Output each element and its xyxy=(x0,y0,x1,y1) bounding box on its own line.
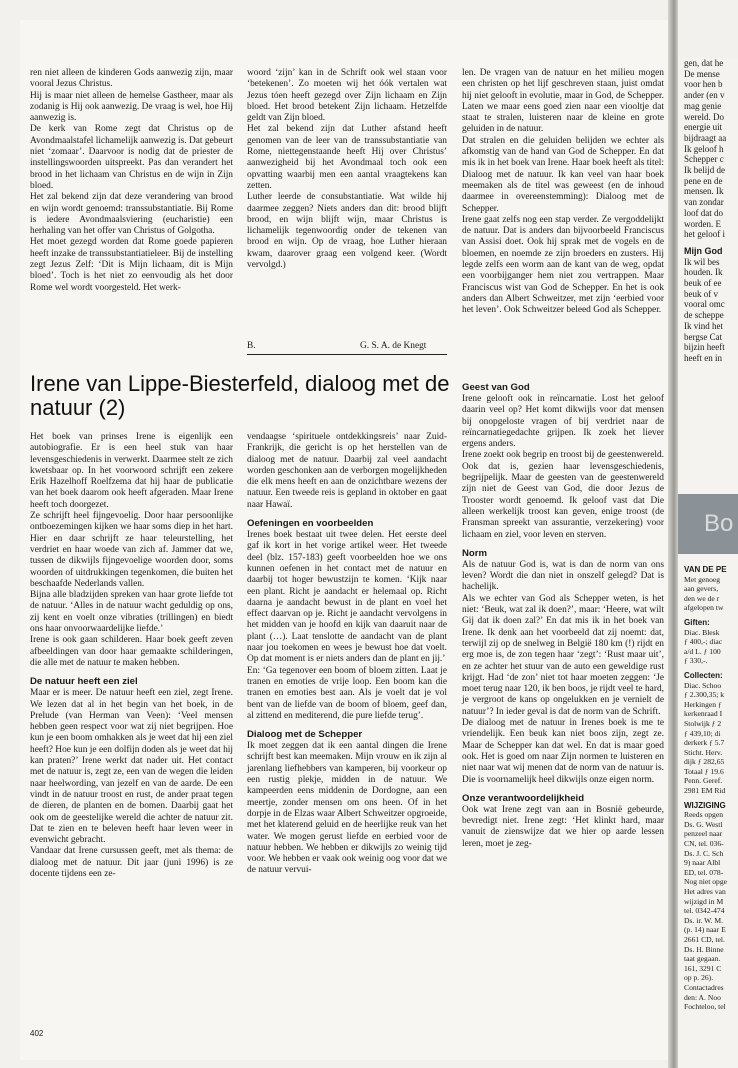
article-title: Irene van Lippe-Biesterfeld, dialoog met de natuur (2) xyxy=(30,371,450,420)
text-line: afgelopen tw xyxy=(684,603,724,613)
signature-initial: B. xyxy=(247,341,256,351)
text-line: dijk ƒ 282,65 xyxy=(684,757,725,767)
page-number: 402 xyxy=(30,1029,44,1038)
text-line: den we de r xyxy=(684,593,720,603)
text-line: voor hen b xyxy=(684,79,723,90)
text-line: Met genoeg xyxy=(684,574,721,584)
text-line: bijzin heeft xyxy=(684,342,725,353)
text-line: gen, dat he xyxy=(684,58,724,68)
text-line: Penn. Geref. xyxy=(684,776,723,786)
section-heading: Oefeningen en voorbeelden xyxy=(247,518,374,530)
section-heading: Collecten: xyxy=(684,670,723,680)
paragraph: Irene gelooft ook in reïncarnatie. Lost het geloof daarin veel op? Het komt dikwijls voor dat mensen bij onopgeloste vragen of bij verdriet naar de reïncarnatiegedachte grijpen. Ik zoek het liever ergens anders. xyxy=(462,394,664,450)
section-heading: Giften: xyxy=(684,617,710,627)
text-line: bergse Cat xyxy=(684,331,723,342)
paragraph: Ook wat Irene zegt van aan in Bosnië gebeurde, bevredigt niet. Irene zegt: ‘Het klinkt hard, maar vanuit de zienswijze dat we hier op aarde lessen leren, moet je zeg- xyxy=(462,804,664,849)
text-line: aan gevers, xyxy=(684,584,719,594)
text-line: energie uit xyxy=(684,122,723,133)
top-column-2 xyxy=(247,68,447,271)
text-line: ƒ 439,10; di xyxy=(684,728,721,738)
paragraph: Als de natuur God is, wat is dan de norm van ons leven? Wordt die dan niet in onszelf gelegd? Dat is hachelijk. xyxy=(462,559,664,593)
text-line: Stolwijk ƒ 2 xyxy=(684,718,722,728)
paragraph: Hij is maar niet alleen de hemelse Gastheer, maar als zodanig is Hij ook aanwezig. De vraag is wel, hoe Hij aanwezig is. xyxy=(30,90,233,124)
text-line: wereld. Do xyxy=(684,111,724,122)
text-line: Diac. Blesk xyxy=(684,627,720,637)
section-heading: De natuur heeft een ziel xyxy=(30,676,138,688)
paragraph: Maar er is meer. De natuur heeft een ziel, zegt Irene. We lezen dat al in het begin van het boek, in de Prelude (van Herman van Veen): ‘Veel mensen hebben geen respect voor wat zij niet begrijpen. Hoe kun je een boom omhakken als je weet dat hij een ziel heeft? Hoe kun je een dolfijn doden als je weet dat hij kan praten?’ Irene werkt dat nader uit. Het contact met de natuur is, zegt ze, een van de wegen die leiden naar heelwording, van jezelf en van de aarde. De een vindt in de natuur troost en rust, de ander praat tegen de dieren, de planten en de bomen. Daarbij gaat het ook om de geestelijke wereld die achter de natuur zit. Dat te zien en te beleven heeft haar leven weer in evenwicht gebracht. xyxy=(30,688,233,846)
paragraph: Het boek van prinses Irene is eigenlijk een autobiografie. Er is een heel stuk van haar levensgeschiedenis in verwerkt. Daarmee stelt ze zich kwetsbaar op. In het voorwoord schrijft een zekere Erik Hazelhoff Roelfzema dat hij haar de publicatie van het boek daarom ook heeft afgeraden. Maar Irene heeft toch doorgezet. xyxy=(30,432,233,510)
top-section-rule xyxy=(247,354,447,355)
text-line: ander (en v xyxy=(684,90,725,101)
text-line: houden. Ik xyxy=(684,267,723,278)
paragraph: Het zal bekend zijn dat deze verandering van brood en wijn wordt genoemd: transsubstantiatie. Bij Rome is iedere Avondmaalsviering (eucharistie) een herhaling van het offer van Christus of Golgotha. xyxy=(30,192,233,237)
text-line: De mense xyxy=(684,68,720,79)
text-line: Ds. G. Westl xyxy=(684,819,723,829)
adjacent-page-banner: Bo xyxy=(678,494,738,554)
paragraph: De kerk van Rome zegt dat Christus op de Avondmaalstafel lichamelijk aanwezig is. Dat gebeurt niet ‘zomaar’. Daarvoor is nodig dat de priester de instellingswoorden uitspreekt. Pas dan verandert het brood in het lichaam van Christus en de wijn in Zijn bloed. xyxy=(30,124,233,191)
text-line: tel. 0342-474 xyxy=(684,906,725,916)
top-column-1 xyxy=(30,68,233,294)
text-line: Contactadres xyxy=(684,982,724,992)
section-heading: Dialoog met de Schepper xyxy=(247,729,363,741)
text-line: Fochteloo, tel xyxy=(684,1002,726,1012)
paragraph: vendaagse ‘spirituele ontdekkingsreis’ naar Zuid-Frankrijk, die gericht is op het herstellen van de dialoog met de natuur. Daarbij zal veel aandacht worden geschonken aan de verborgen mogelijkheden die elk mens heeft en aan de onzichtbare wezens der natuur. Een tweede reis is gepland in oktober en gaat naar Hawaï. xyxy=(247,432,447,510)
text-line: mensen. Ik xyxy=(684,186,724,197)
adjacent-page-text xyxy=(684,58,738,364)
text-line: van zondar xyxy=(684,197,724,208)
paragraph: Het zal bekend zijn dat Luther afstand heeft genomen van de leer van de transsubstantiatie van Rome, niettegenstaande heeft Hij over Christus’ aanwezigheid bij het Avondmaal toch ook een opvatting waarbij men een aantal vraagtekens kan zetten. xyxy=(247,124,447,191)
text-line: Schepper c xyxy=(684,154,724,165)
article-column-2 xyxy=(247,432,447,877)
paragraph: Ze schrijft heel fijngevoelig. Door haar persoonlijke ontboezemingen kijken we haar soms diep in het hart. Hier en daar schrijft ze haar teleurstelling, het verdriet en haar woede van zich af. Jammer dat we, tussen de dikwijls fijngevoelige woorden door, soms woorden of uitdrukkingen tegenkomen, die buiten het beschaafde Nederlands vallen. xyxy=(30,511,233,589)
paragraph: Luther leerde de consubstantiatie. Wat wilde hij daarmee zeggen? Niets anders dan dit: brood blijft brood, en wijn blijft wijn, maar Christus is lichamelijk tegenwoordig onder de tekenen van brood en wijn. Op de vraag, hoe Luther hieraan kwam, daarover graag een volgend keer. (Wordt vervolgd.) xyxy=(247,192,447,271)
text-line: loof dat do xyxy=(684,207,723,218)
text-line: mag genie xyxy=(684,100,722,111)
article-column-3 xyxy=(462,375,664,850)
text-line: 161, 3291 C xyxy=(684,963,722,973)
section-heading: Onze verantwoordelijkheid xyxy=(462,792,585,804)
section-heading: Geest van God xyxy=(462,382,530,393)
text-line: (p. 14) naar E xyxy=(684,925,726,935)
text-line: Reeds opgen xyxy=(684,810,724,820)
paragraph: Bijna alle bladzijden spreken van haar grote liefde tot de natuur. ‘Alles in de natuur wacht geduldig op ons, zij kent en voelt onze vibraties (trillingen) en biedt ons haar onvoorwaardelijke liefde.’ xyxy=(30,590,233,635)
paragraph: Irene zoekt ook begrip en troost bij de geestenwereld. Ook dat is, gezien haar levensgeschiedenis, begrijpelijk. Maar de geesten van de geestenwereld zijn niet de Geest van God, die door Jezus de Trooster wordt genoemd. Ik geloof vast dat Die alleen werkelijk troost kan geven, enige troost (de Fransman spreekt van assurantie, verzekering) voor lichaam en ziel, voor leven en sterven. xyxy=(462,450,664,540)
adjacent-page-notices xyxy=(684,560,738,1012)
article-column-1 xyxy=(30,432,233,880)
text-line: 2981 EM Rid xyxy=(684,786,726,796)
text-line: Diac. Schoo xyxy=(684,680,722,690)
text-line: 2661 CD, tel. xyxy=(684,934,725,944)
text-line: pene en de xyxy=(684,175,723,186)
text-line: Ik belijd de xyxy=(684,165,725,176)
text-line: a/d L. ƒ 100 xyxy=(684,646,721,656)
section-heading: Norm xyxy=(462,547,488,559)
text-line: vooral omc xyxy=(684,299,725,310)
text-line: heeft en in xyxy=(684,352,722,363)
paragraph: Irene is ook gaan schilderen. Haar boek geeft zeven afbeeldingen van door haar gemaakte schilderingen, die alle met de natuur te maken hebben. xyxy=(30,635,233,668)
text-line: taat gegaan. xyxy=(684,954,721,964)
text-line: Ds. ir. W. M. xyxy=(684,915,724,925)
paragraph: Irenes boek bestaat uit twee delen. Het eerste deel gaf ik kort in het vorige artikel weer. Het tweede deel (blz. 157-183) geeft voorbeelden hoe we ons kunnen oefenen in het contact met de natuur en daarbij tot hoger bewustzijn te komen. ‘Kijk naar een plant. Richt je aandacht er helemaal op. Richt daarna je aandacht bewust in de plant en voel het effect daarvan op je. Richt je aandacht vervolgens in het midden van je hoofd en kijk van daaruit naar de plant (…). Laat tenslotte de aandacht van de plant naar jou toekomen en wees je bewust hoe dat voelt. Op dat moment is er niets anders dan de plant en jij.’ xyxy=(247,530,447,665)
text-line: Ds. H. Binne xyxy=(684,944,724,954)
paragraph: Irene gaat zelfs nog een stap verder. Ze vergoddelijkt de natuur. Dat is anders dan bijvoorbeeld Franciscus van Assisi doet. Ook hij sprak met de vogels en de bloemen, en noemde ze zijn broeders en zusters. Hij legde zelfs een worm aan de kant van de weg, opdat een voorbijganger hem niet zou vertrappen. Maar Franciscus wist van God de Schepper. En het is ook anders dan Albert Schweitzer, met zijn ‘eerbied voor het leven’. Ook Schweitzer beleed God als Schepper. xyxy=(462,214,664,316)
text-line: beuk of ee xyxy=(684,278,722,289)
text-line: Ds. J. C. Sch xyxy=(684,848,724,858)
section-heading: Mijn God xyxy=(684,245,723,256)
magazine-page xyxy=(20,20,668,1060)
text-line: penzeel naar xyxy=(684,829,723,839)
page-gutter xyxy=(668,0,678,1068)
paragraph: Dat stralen en die geluiden belijden we echter als afkomstig van de hand van God de Schepper. En dat mis ik in het boek van Irene. Haar boek heeft als titel: Dialoog met de natuur. Ik kan veel van haar boek meemaken als de titel was geweest (en de inhoud daarmee in overeenstemming): Dialoog met de Schepper. xyxy=(462,135,664,214)
section-heading: WIJZIGING xyxy=(684,800,726,810)
paragraph: Ik moet zeggen dat ik een aantal dingen die Irene schrijft best kan meemaken. Mijn vrouw en ik zijn al jarenlang liefhebbers van kamperen, bij voorkeur op een rustig plekje, midden in de natuur. We kampeerden eens middenin de Dordogne, aan een meertje, zonder mensen om ons heen. Of in het dorpje in de Elzas waar Albert Schweitzer opgroeide, met het klaterend geluid en de heerlijke reuk van het water. We mogen gerust liefde en eerbied voor de natuur hebben. We hebben er dikwijls zo weinig tijd voor. We hebben er vaak ook weinig oog voor dat we de natuur vervui- xyxy=(247,741,447,876)
text-line: ƒ 2.300,35; k xyxy=(684,690,725,700)
paragraph: Als we echter van God als Schepper weten, is het niet: ‘Beuk, wat zal ik doen?’, maar: ‘Heere, wat wilt Gij dat ik doen zal?’ En dat mis ik in het boek van Irene. Ik denk aan het voorbeeld dat zij noemt: dat, terwijl zij op de snelweg in België 180 km (!) rijdt en erg moe is, de zon tegen haar ‘zegt’: ‘Rust maar uit’, en ze achter het stuur van de auto een geweldige rust krijgt. Had ‘de zon’ niet tot haar moeten zeggen: ‘Je moet terug naar 120, ik ben boos, je rijdt veel te hard, je vergroot de kans op ongelukken en je vernielt de natuur’? In ieder geval is dat de norm van de Schrift. xyxy=(462,593,664,717)
paragraph: Vandaar dat Irene cursussen geeft, met als thema: de dialoog met de natuur. Dit jaar (juni 1996) is ze docente tijdens een ze- xyxy=(30,846,233,879)
text-line: beuk of v xyxy=(684,288,718,299)
text-line: kerkenraad I xyxy=(684,709,723,719)
text-line: Nog niet opge xyxy=(684,877,728,887)
section-heading: VAN DE PE xyxy=(684,565,727,574)
paragraph: En: ‘Ga tegenover een boom of bloem zitten. Laat je tranen en emoties de vrije loop. Een boom kan die tranen en emoties best aan. Als je voelt dat je vol bent van de liefde van de boom of bloem, geef dan, al zittend en mediterend, die pure liefde terug’. xyxy=(247,665,447,721)
text-line: wijzigd in M xyxy=(684,896,724,906)
text-line: bijdraagt aa xyxy=(684,132,727,143)
paragraph: len. De vragen van de natuur en het milieu mogen een christen op het lijf geschreven staan, juist omdat hij niet gelooft in evolutie, maar in God, de Schepper. Laten we maar eens goed zien naar een viooltje dat staat te stralen, luisteren naar de kleine en grote geluiden in de natuur. xyxy=(462,68,664,135)
text-line: de scheppe xyxy=(684,310,724,321)
text-line: Het adres van xyxy=(684,887,726,896)
text-line: Herkingen ƒ xyxy=(684,699,722,709)
text-line: 9) naar Albl xyxy=(684,858,721,868)
text-line: op p. 26). xyxy=(684,973,714,983)
text-line: worden. E xyxy=(684,218,721,229)
text-line: derkerk ƒ 5.7 xyxy=(684,738,725,748)
paragraph: woord ‘zijn’ kan in de Schrift ook wel staan voor ‘betekenen’. Zo moeten wij het óók vertalen wat Jezus tóen heeft gezegd over Zijn lichaam en Zijn bloed. Het brood betekent Zijn lichaam. Hetzelfde geldt van Zijn bloed. xyxy=(247,68,447,124)
text-line: ED, tel. 078- xyxy=(684,867,724,877)
paragraph: De dialoog met de natuur in Irenes boek is me te vriendelijk. Een beuk kan niet boos zijn, zegt ze. Maar de Schepper kan dat wel. En dat is maar goed ook. Het is goed om naar Zijn normen te luisteren en niet naar wat wij menen dat de norm van de natuur is. Die is voornamelijk heel dikwijls onze eigen norm. xyxy=(462,718,664,785)
text-line: CN, tel. 036- xyxy=(684,839,724,849)
text-line: Sticht. Herv. xyxy=(684,747,723,757)
text-line: ƒ 400,-; diac xyxy=(684,637,723,647)
text-line: Ik geloof h xyxy=(684,143,724,154)
text-line: het geloof i xyxy=(684,229,725,240)
paragraph: Het moet gezegd worden dat Rome goede papieren heeft inzake de transsubstantiatieleer. Bij de instelling zegt Jezus Zelf: ‘Dit is Mijn lichaam, dit is Mijn bloed’. Toch is het niet zo eenvoudig als het door Rome wel wordt voorgesteld. Het werk- xyxy=(30,237,233,293)
text-line: Ik vind het xyxy=(684,320,723,331)
text-line: ƒ 330,-. xyxy=(684,656,708,666)
paragraph: ren niet alleen de kinderen Gods aanwezig zijn, maar vooral Jezus Christus. xyxy=(30,68,233,90)
adjacent-page xyxy=(678,58,738,1068)
text-line: den: A. Noo xyxy=(684,992,721,1002)
text-line: Ik wil bes xyxy=(684,256,720,267)
text-line: Totaal ƒ 19.6 xyxy=(684,766,724,776)
top-column-3 xyxy=(462,68,664,317)
author-signature: G. S. A. de Knegt xyxy=(360,341,427,351)
